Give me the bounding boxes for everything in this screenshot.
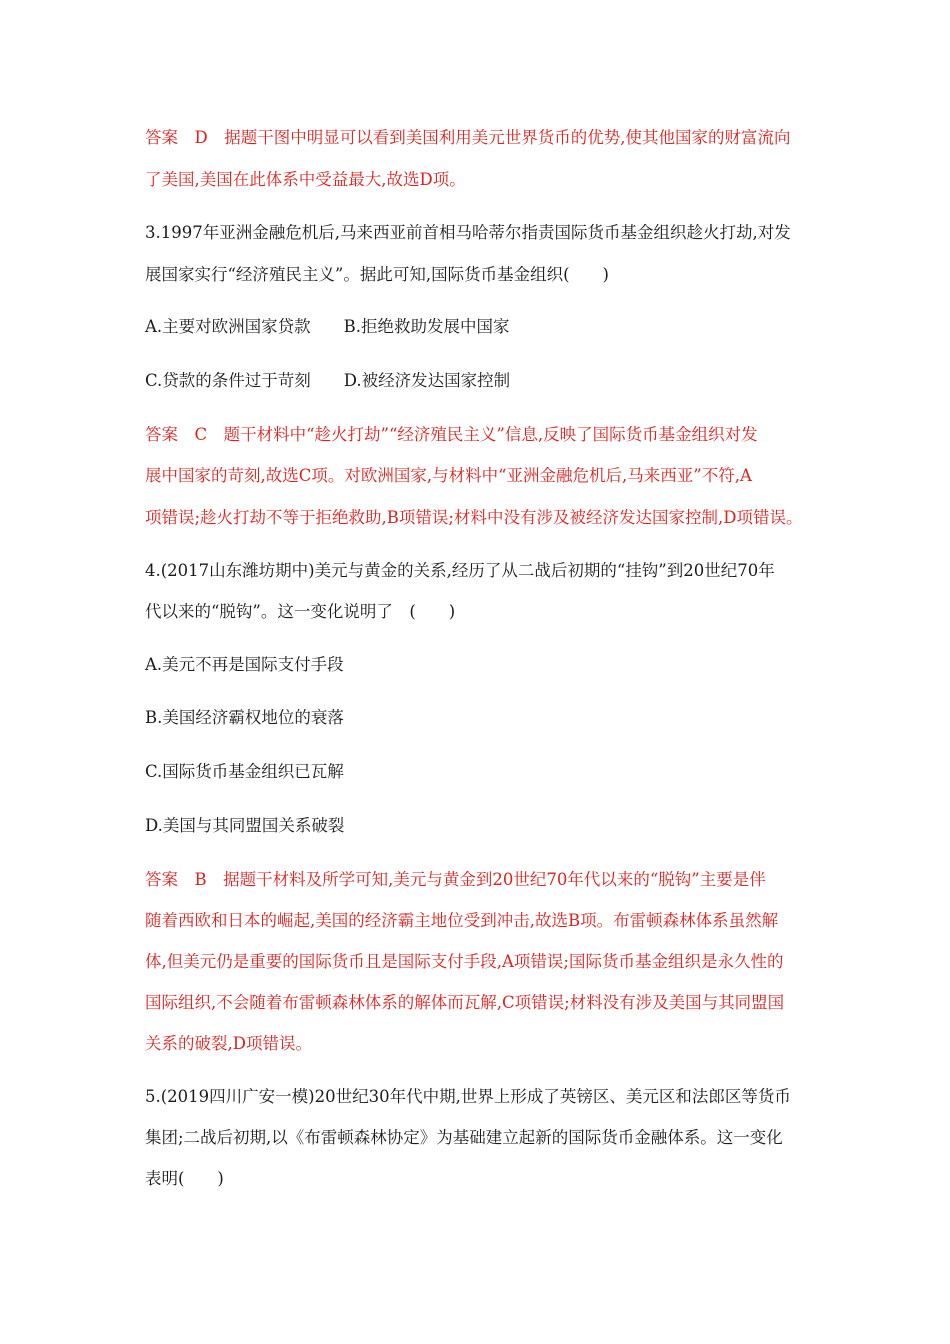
answer-3-line-2: 展中国家的苛刻,故选C项。对欧洲国家,与材料中“亚洲金融危机后,马来西亚”不符,A	[145, 466, 752, 485]
question-4-option-a: A.美元不再是国际支付手段	[145, 655, 344, 674]
question-5-stem-line-3: 表明( )	[145, 1169, 224, 1188]
answer-2-line-1: 答案 D 据题干图中明显可以看到美国利用美元世界货币的优势,使其他国家的财富流向	[145, 128, 791, 147]
question-5-stem-line-1: 5.(2019四川广安一模)20世纪30年代中期,世界上形成了英镑区、美元区和法郎区等货币	[145, 1087, 791, 1106]
question-4-option-c: C.国际货币基金组织已瓦解	[145, 762, 344, 781]
question-3-stem-line-2: 展国家实行“经济殖民主义”。据此可知,国际货币基金组织( )	[145, 265, 609, 284]
question-5-stem-line-2: 集团;二战后初期,以《布雷顿森林协定》为基础建立起新的国际货币金融体系。这一变化	[145, 1128, 783, 1147]
question-4-option-d: D.美国与其同盟国关系破裂	[145, 816, 345, 835]
answer-3-line-3: 项错误;趁火打劫不等于拒绝救助,B项错误;材料中没有涉及被经济发达国家控制,D项错误。	[145, 508, 803, 527]
question-4-option-b: B.美国经济霸权地位的衰落	[145, 708, 344, 727]
answer-4-line-2: 随着西欧和日本的崛起,美国的经济霸主地位受到冲击,故选B项。布雷顿森林体系虽然解	[145, 911, 779, 930]
answer-4-line-1: 答案 B 据题干材料及所学可知,美元与黄金到20世纪70年代以来的“脱钩”主要是伴	[145, 870, 766, 889]
answer-4-line-5: 关系的破裂,D项错误。	[145, 1034, 312, 1053]
question-3-options-row-2: C.贷款的条件过于苛刻 D.被经济发达国家控制	[145, 371, 511, 390]
answer-3-line-1: 答案 C 题干材料中“趁火打劫”“经济殖民主义”信息,反映了国际货币基金组织对发	[145, 425, 758, 444]
answer-4-line-3: 体,但美元仍是重要的国际货币且是国际支付手段,A项错误;国际货币基金组织是永久性的	[145, 952, 784, 971]
answer-4-line-4: 国际组织,不会随着布雷顿森林体系的解体而瓦解,C项错误;材料没有涉及美国与其同盟国	[145, 993, 785, 1012]
question-4-stem-line-2: 代以来的“脱钩”。这一变化说明了 ( )	[145, 602, 456, 621]
answer-2-line-2: 了美国,美国在此体系中受益最大,故选D项。	[145, 170, 466, 189]
question-3-options-row-1: A.主要对欧洲国家贷款 B.拒绝救助发展中国家	[145, 317, 510, 336]
question-4-stem-line-1: 4.(2017山东潍坊期中)美元与黄金的关系,经历了从二战后初期的“挂钩”到20世纪70年	[145, 561, 775, 580]
question-3-stem-line-1: 3.1997年亚洲金融危机后,马来西亚前首相马哈蒂尔指责国际货币基金组织趁火打劫,对发	[145, 223, 791, 242]
